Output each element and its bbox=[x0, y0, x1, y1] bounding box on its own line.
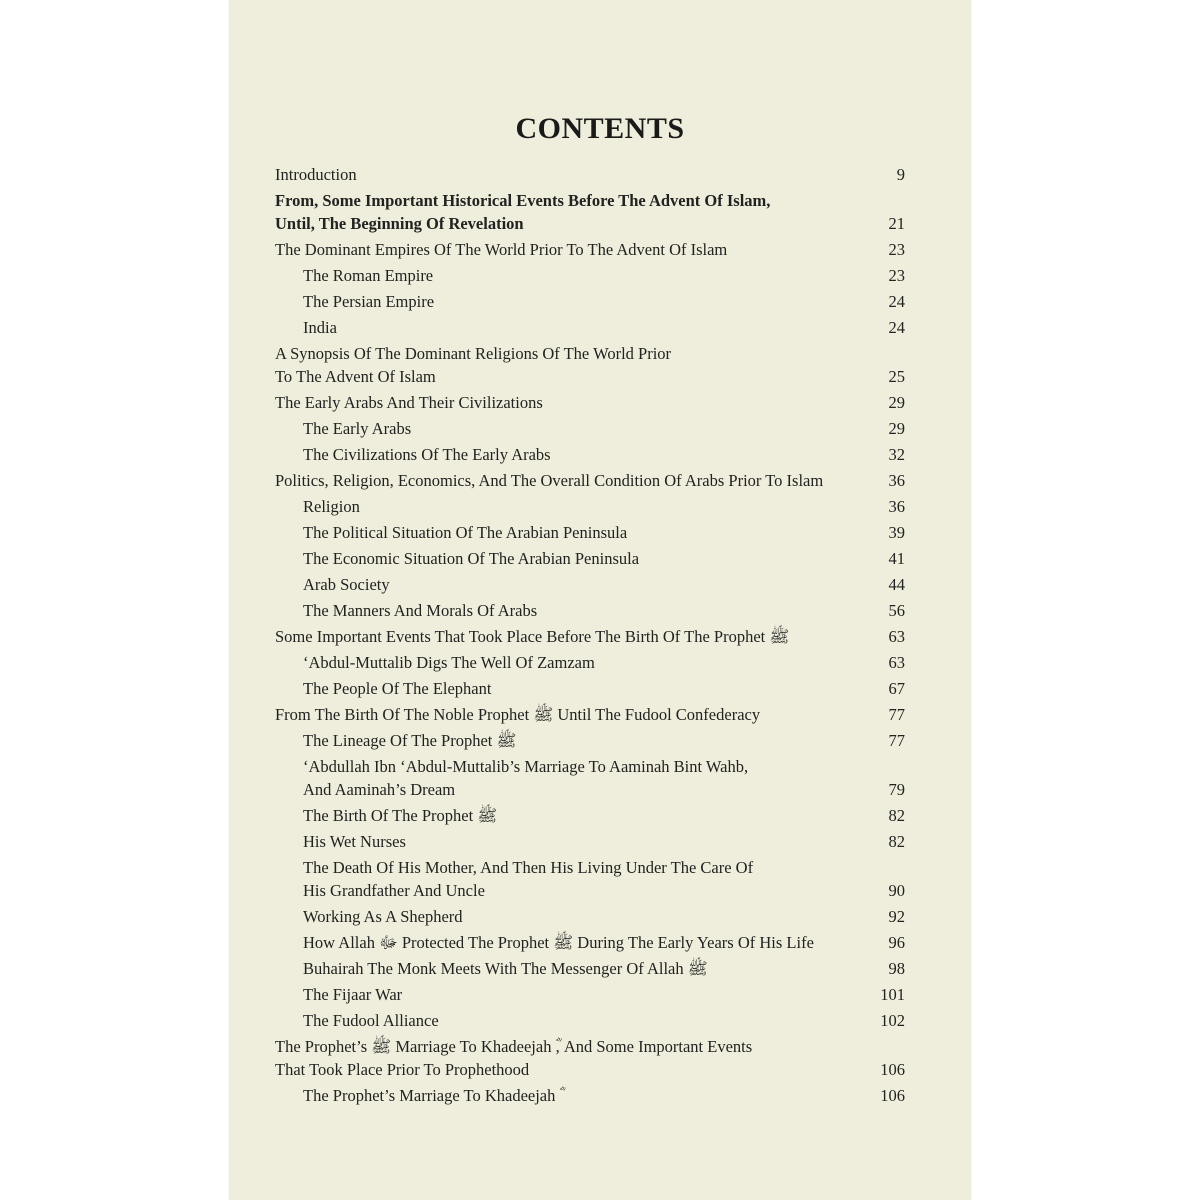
toc-page-number: 79 bbox=[888, 780, 905, 799]
page-title: CONTENTS bbox=[515, 112, 685, 145]
toc-entry-title-line: India bbox=[303, 318, 337, 337]
toc-entry-title-line: Buhairah The Monk Meets With The Messenger Of Allah ﷺ bbox=[303, 959, 708, 978]
toc-entry bbox=[275, 755, 905, 801]
toc-entry-title bbox=[275, 189, 790, 235]
toc-entry-title bbox=[303, 495, 380, 518]
toc-entry-title bbox=[303, 931, 834, 954]
toc-page-number: 23 bbox=[888, 240, 905, 259]
toc-entry-title-line: The Dominant Empires Of The World Prior To The Advent Of Islam bbox=[275, 240, 728, 259]
toc-page-number: 67 bbox=[888, 679, 905, 698]
toc-entry-title bbox=[303, 290, 454, 313]
toc-entry-title bbox=[275, 703, 780, 726]
toc-entry bbox=[275, 856, 905, 902]
toc-entry bbox=[275, 316, 905, 339]
toc-entry-title-line: That Took Place Prior To Prophethood bbox=[275, 1060, 530, 1079]
toc-page-number: 106 bbox=[880, 1060, 905, 1079]
toc-entry-title bbox=[303, 264, 453, 287]
toc-entry bbox=[275, 957, 905, 980]
toc-entry-title bbox=[303, 983, 422, 1006]
toc-entry-title-line: The Prophet’s ﷺ Marriage To Khadeejah ؓ, And Some Important Events bbox=[275, 1037, 753, 1056]
toc-page-number: 77 bbox=[888, 705, 905, 724]
toc-page-number: 39 bbox=[888, 523, 905, 542]
toc-page-number: 92 bbox=[888, 907, 905, 926]
toc-entry-title-line: The Persian Empire bbox=[303, 292, 435, 311]
toc-entry bbox=[275, 573, 905, 596]
toc-entry-title bbox=[275, 238, 747, 261]
toc-entry-title-line: The Lineage Of The Prophet ﷺ bbox=[303, 731, 517, 750]
toc-entry bbox=[275, 703, 905, 726]
toc-entry bbox=[275, 469, 905, 492]
toc-entry bbox=[275, 495, 905, 518]
toc-entry bbox=[275, 931, 905, 954]
toc-entry-title-line: The Political Situation Of The Arabian Peninsula bbox=[303, 523, 628, 542]
toc-entry-title bbox=[303, 957, 728, 980]
toc-page-number: 32 bbox=[888, 445, 905, 464]
toc-page-number: 25 bbox=[888, 367, 905, 386]
toc-page-number: 36 bbox=[888, 497, 905, 516]
toc-entry-title bbox=[303, 651, 615, 674]
toc-page-number: 24 bbox=[888, 318, 905, 337]
toc-page-number: 101 bbox=[880, 985, 905, 1004]
toc-entry-title bbox=[275, 625, 809, 648]
toc-entry bbox=[275, 1009, 905, 1032]
toc-entry-title-line: Working As A Shepherd bbox=[303, 907, 463, 926]
toc-entry-title-line: Introduction bbox=[275, 165, 357, 184]
toc-entry-title-line: The Death Of His Mother, And Then His Living Under The Care Of bbox=[303, 858, 754, 877]
toc-entry-title-line: His Wet Nurses bbox=[303, 832, 406, 851]
toc-page-number: 9 bbox=[896, 165, 905, 184]
toc-entry-title-line: The Economic Situation Of The Arabian Peninsula bbox=[303, 549, 640, 568]
table-of-contents bbox=[275, 160, 905, 1107]
toc-entry-title-line: The Civilizations Of The Early Arabs bbox=[303, 445, 551, 464]
toc-entry bbox=[275, 342, 905, 388]
toc-entry-title-line: Some Important Events That Took Place Before The Birth Of The Prophet ﷺ bbox=[275, 627, 790, 646]
toc-entry-title-line: The Fudool Alliance bbox=[303, 1011, 439, 1030]
toc-entry-title bbox=[303, 905, 483, 928]
toc-entry-title-line: How Allah ﷻ Protected The Prophet ﷺ During The Early Years Of His Life bbox=[303, 933, 814, 952]
toc-page-number: 90 bbox=[888, 881, 905, 900]
toc-entry bbox=[275, 238, 905, 261]
toc-entry-title-line: The Roman Empire bbox=[303, 266, 434, 285]
toc-entry-title bbox=[275, 163, 377, 186]
toc-entry bbox=[275, 625, 905, 648]
toc-entry-title-line: And Aaminah’s Dream bbox=[303, 780, 456, 799]
book-page bbox=[229, 0, 971, 1200]
toc-entry-title bbox=[275, 1035, 772, 1081]
toc-entry bbox=[275, 651, 905, 674]
toc-entry-title bbox=[303, 830, 426, 853]
toc-entry bbox=[275, 729, 905, 752]
toc-entry-title bbox=[303, 417, 431, 440]
toc-page-number: 102 bbox=[880, 1011, 905, 1030]
toc-entry bbox=[275, 417, 905, 440]
toc-entry bbox=[275, 830, 905, 853]
toc-entry bbox=[275, 1084, 905, 1107]
toc-entry-title-line: Arab Society bbox=[303, 575, 390, 594]
toc-page-number: 56 bbox=[888, 601, 905, 620]
toc-page-number: 24 bbox=[888, 292, 905, 311]
toc-entry bbox=[275, 905, 905, 928]
toc-entry-title-line: The Early Arabs And Their Civilizations bbox=[275, 393, 543, 412]
toc-entry-title bbox=[275, 469, 843, 492]
toc-entry-title bbox=[303, 804, 517, 827]
toc-entry-title-line: His Grandfather And Uncle bbox=[303, 881, 485, 900]
toc-entry bbox=[275, 677, 905, 700]
toc-entry-title bbox=[303, 677, 511, 700]
toc-entry bbox=[275, 599, 905, 622]
toc-entry-title bbox=[303, 599, 557, 622]
toc-entry bbox=[275, 983, 905, 1006]
toc-page-number: 21 bbox=[888, 214, 905, 233]
toc-entry bbox=[275, 189, 905, 235]
toc-entry-title-line: ‘Abdul-Muttalib Digs The Well Of Zamzam bbox=[303, 653, 595, 672]
toc-entry-title-line: Politics, Religion, Economics, And The Overall Condition Of Arabs Prior To Islam bbox=[275, 471, 824, 490]
toc-entry-title-line: The Birth Of The Prophet ﷺ bbox=[303, 806, 498, 825]
toc-entry bbox=[275, 443, 905, 466]
toc-entry-title-line: ‘Abdullah Ibn ‘Abdul-Muttalib’s Marriage To Aaminah Bint Wahb, bbox=[303, 757, 749, 776]
toc-page-number: 98 bbox=[888, 959, 905, 978]
toc-entry-title bbox=[303, 521, 647, 544]
toc-page-number: 29 bbox=[888, 419, 905, 438]
toc-entry-title bbox=[303, 316, 357, 339]
toc-entry-title bbox=[303, 729, 536, 752]
toc-entry bbox=[275, 290, 905, 313]
toc-entry-title-line: From, Some Important Historical Events Before The Advent Of Islam, bbox=[275, 191, 771, 210]
toc-page-number: 106 bbox=[880, 1086, 905, 1105]
toc-entry-title bbox=[275, 391, 563, 414]
toc-page-number: 82 bbox=[888, 832, 905, 851]
toc-entry-title-line: The Manners And Morals Of Arabs bbox=[303, 601, 538, 620]
toc-page-number: 41 bbox=[888, 549, 905, 568]
toc-entry bbox=[275, 264, 905, 287]
toc-page-number: 63 bbox=[888, 627, 905, 646]
toc-entry bbox=[275, 804, 905, 827]
toc-entry-title bbox=[303, 1084, 580, 1107]
toc-entry-title-line: The Fijaar War bbox=[303, 985, 403, 1004]
toc-page-number: 96 bbox=[888, 933, 905, 952]
toc-page-number: 23 bbox=[888, 266, 905, 285]
toc-entry-title-line: Religion bbox=[303, 497, 360, 516]
toc-entry-title bbox=[303, 755, 768, 801]
toc-page-number: 77 bbox=[888, 731, 905, 750]
toc-page-number: 29 bbox=[888, 393, 905, 412]
toc-entry-title bbox=[303, 1009, 459, 1032]
toc-entry-title bbox=[303, 856, 773, 902]
toc-entry bbox=[275, 521, 905, 544]
toc-entry-title bbox=[303, 573, 410, 596]
toc-page-number: 63 bbox=[888, 653, 905, 672]
toc-entry bbox=[275, 547, 905, 570]
toc-entry-title bbox=[275, 342, 691, 388]
toc-entry-title-line: The People Of The Elephant bbox=[303, 679, 492, 698]
toc-page-number: 36 bbox=[888, 471, 905, 490]
toc-entry-title-line: The Early Arabs bbox=[303, 419, 412, 438]
toc-entry-title-line: To The Advent Of Islam bbox=[275, 367, 436, 386]
toc-entry bbox=[275, 163, 905, 186]
toc-entry bbox=[275, 391, 905, 414]
toc-entry-title-line: Until, The Beginning Of Revelation bbox=[275, 214, 524, 233]
toc-entry-title-line: From The Birth Of The Noble Prophet ﷺ Until The Fudool Confederacy bbox=[275, 705, 761, 724]
toc-entry-title bbox=[303, 547, 659, 570]
toc-entry-title-line: The Prophet’s Marriage To Khadeejah ؓ bbox=[303, 1086, 560, 1105]
toc-entry bbox=[275, 1035, 905, 1081]
toc-entry-title bbox=[303, 443, 571, 466]
toc-page-number: 44 bbox=[888, 575, 905, 594]
toc-page-number: 82 bbox=[888, 806, 905, 825]
toc-entry-title-line: A Synopsis Of The Dominant Religions Of The World Prior bbox=[275, 344, 672, 363]
